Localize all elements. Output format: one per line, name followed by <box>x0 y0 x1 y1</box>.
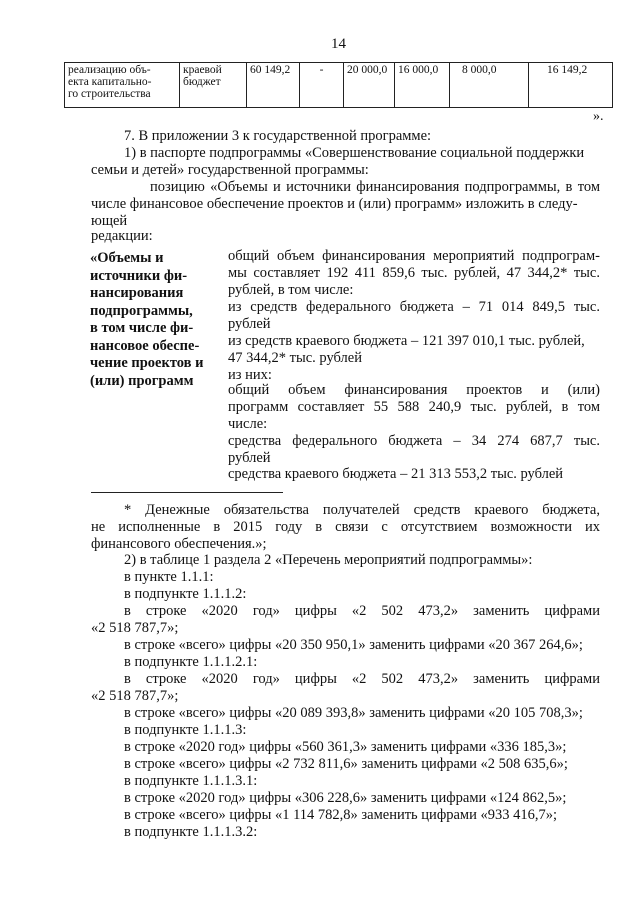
body-line: в строке «всего» цифры «1 114 782,8» заменить цифрами «933 416,7»; <box>124 807 557 823</box>
funding-line: общий объем финансирования мероприятий подпрограм- <box>228 248 600 264</box>
paragraph-7-heading: 7. В приложении 3 к государственной программе: <box>124 128 432 144</box>
funding-line: рублей, в том числе: <box>228 282 354 298</box>
paragraph-line: позицию «Объемы и источники финансирования подпрограммы, в том <box>150 179 600 195</box>
funding-line: из них: <box>228 367 272 383</box>
label-line: (или) программ <box>90 372 194 389</box>
body-line: «2 518 787,7»; <box>91 688 179 704</box>
funding-line: числе: <box>228 416 268 432</box>
label-line: подпрограммы, <box>90 302 193 319</box>
page-number: 14 <box>331 36 346 52</box>
body-line: в подпункте 1.1.1.2.1: <box>124 654 258 670</box>
funding-table-fragment <box>64 62 613 108</box>
footnote-divider <box>91 492 283 493</box>
body-line: в подпункте 1.1.1.3: <box>124 722 247 738</box>
label-line: источники фи- <box>90 267 188 284</box>
funding-line: рублей <box>228 450 271 466</box>
paragraph-line: 1) в паспорте подпрограммы «Совершенствование социальной поддержки <box>124 145 585 161</box>
label-line: «Объемы и <box>90 250 164 266</box>
body-line: в строке «всего» цифры «20 350 950,1» заменить цифрами «20 367 264,6»; <box>124 637 583 653</box>
table-cell-year-2: 20 000,0 <box>344 63 395 108</box>
table-row <box>65 63 613 108</box>
paragraph-line: числе финансовое обеспечение проектов и (или) программ» изложить в следу- <box>91 196 578 212</box>
label-line: в том числе фи- <box>90 320 194 336</box>
cell-line: реализацию объ- <box>68 64 151 76</box>
funding-line: рублей <box>228 316 271 332</box>
table-cell-object <box>65 63 180 108</box>
body-line: 2) в таблице 1 раздела 2 «Перечень мероприятий подпрограммы»: <box>124 552 533 568</box>
body-line: «2 518 787,7»; <box>91 620 179 636</box>
body-line: в подпункте 1.1.1.2: <box>124 586 247 602</box>
funding-line: 47 344,2* тыс. рублей <box>228 350 362 366</box>
footnote-line: финансового обеспечения.»; <box>91 536 267 552</box>
position-label <box>90 250 215 390</box>
table-cell-total: 60 149,2 <box>247 63 300 108</box>
paragraph-line: ющей <box>91 213 128 229</box>
table-cell-year-3: 16 000,0 <box>395 63 450 108</box>
funding-line: средства краевого бюджета – 21 313 553,2 тыс. рублей <box>228 466 564 482</box>
table-cell-year-1: - <box>300 63 344 108</box>
funding-line: общий объем финансирования проектов и (или) <box>228 382 600 398</box>
cell-line: краевой <box>183 64 222 76</box>
body-line: в строке «2020 год» цифры «2 502 473,2» заменить цифрами <box>124 603 600 619</box>
cell-line: екта капитально- <box>68 76 152 88</box>
funding-line: из средств краевого бюджета – 121 397 010,1 тыс. рублей, <box>228 333 585 349</box>
cell-line: бюджет <box>183 76 221 88</box>
table-cell-year-4: 8 000,0 <box>450 63 529 108</box>
body-line: в строке «2020 год» цифры «306 228,6» заменить цифрами «124 862,5»; <box>124 790 567 806</box>
footnote-line: * Денежные обязательства получателей средств краевого бюджета, <box>124 502 600 518</box>
body-line: в строке «всего» цифры «2 732 811,6» заменить цифрами «2 508 635,6»; <box>124 756 568 772</box>
funding-line: программ составляет 55 588 240,9 тыс. рублей, в том <box>228 399 600 415</box>
body-line: в пункте 1.1.1: <box>124 569 214 585</box>
paragraph-line: семьи и детей» государственной программы: <box>91 162 369 178</box>
body-line: в подпункте 1.1.1.3.2: <box>124 824 258 840</box>
body-line: в строке «2020 год» цифры «2 502 473,2» заменить цифрами <box>124 671 600 687</box>
closing-quote: ». <box>593 109 604 124</box>
body-line: в строке «2020 год» цифры «560 361,3» заменить цифрами «336 185,3»; <box>124 739 567 755</box>
label-line: нансирования <box>90 285 184 301</box>
funding-line: средства федерального бюджета – 34 274 687,7 тыс. <box>228 433 600 449</box>
label-line: нансовое обеспе- <box>90 337 200 354</box>
label-line: чение проектов и <box>90 355 204 371</box>
body-line: в подпункте 1.1.1.3.1: <box>124 773 258 789</box>
body-line: в строке «всего» цифры «20 089 393,8» заменить цифрами «20 105 708,3»; <box>124 705 583 721</box>
cell-line: го строительства <box>68 88 151 100</box>
footnote-line: не исполненные в 2015 году в связи с отсутствием возможности их <box>91 519 600 535</box>
table-cell-source <box>180 63 247 108</box>
funding-line: мы составляет 192 411 859,6 тыс. рублей, 47 344,2* тыс. <box>228 265 600 281</box>
funding-line: из средств федерального бюджета – 71 014 849,5 тыс. <box>228 299 600 315</box>
paragraph-line: редакции: <box>91 228 153 244</box>
table-cell-year-5: 16 149,2 <box>529 63 613 108</box>
